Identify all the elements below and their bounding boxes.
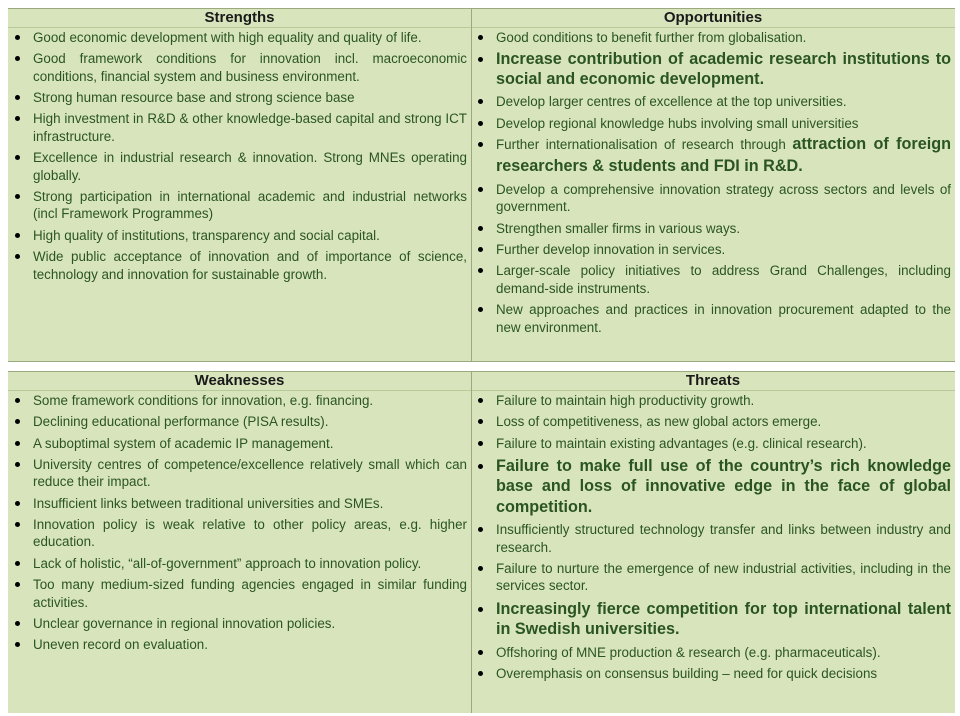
- list-item: Lack of holistic, “all-of-government” approach to innovation policy.: [8, 555, 471, 573]
- list-item: Develop regional knowledge hubs involving small universities: [471, 115, 955, 133]
- weaknesses-quadrant: [8, 371, 471, 713]
- list-item: Loss of competitiveness, as new global actors emerge.: [471, 413, 955, 431]
- list-item: Offshoring of MNE production & research (e.g. pharmaceuticals).: [471, 644, 955, 662]
- bullet-icon: [478, 527, 483, 532]
- bullet-icon: [15, 419, 20, 424]
- list-item: Increase contribution of academic research institutions to social and economic development.: [471, 49, 955, 90]
- bullet-icon: [478, 57, 483, 62]
- list-item: Good framework conditions for innovation incl. macroeconomic conditions, financial system and business environment.: [8, 50, 471, 85]
- list-item: Wide public acceptance of innovation and of importance of science, technology and innovation for sustainable growth.: [8, 248, 471, 283]
- list-item: Good conditions to benefit further from globalisation.: [471, 29, 955, 47]
- list-item: Insufficiently structured technology transfer and links between industry and research.: [471, 521, 955, 556]
- bullet-icon: [478, 398, 483, 403]
- list-item: Further internationalisation of research through attraction of foreign researchers & students and FDI in R&D.: [471, 134, 955, 177]
- list-item: Unclear governance in regional innovation policies.: [8, 615, 471, 633]
- weaknesses-title: Weaknesses: [8, 371, 471, 391]
- list-item: Develop larger centres of excellence at the top universities.: [471, 93, 955, 111]
- bullet-icon: [15, 233, 20, 238]
- bullet-icon: [478, 268, 483, 273]
- bullet-icon: [15, 621, 20, 626]
- bullet-icon: [478, 671, 483, 676]
- list-item: Good economic development with high equality and quality of life.: [8, 29, 471, 47]
- bullet-icon: [478, 121, 483, 126]
- strengths-list: [8, 29, 471, 283]
- bullet-icon: [478, 187, 483, 192]
- list-item: Failure to make full use of the country’s rich knowledge base and loss of innovative edge in the face of global competition.: [471, 456, 955, 518]
- bullet-icon: [478, 307, 483, 312]
- bullet-icon: [15, 56, 20, 61]
- list-item: A suboptimal system of academic IP management.: [8, 435, 471, 453]
- bullet-icon: [15, 254, 20, 259]
- list-item: High quality of institutions, transparency and social capital.: [8, 227, 471, 245]
- list-item: Overemphasis on consensus building – need for quick decisions: [471, 665, 955, 683]
- bullet-icon: [478, 419, 483, 424]
- list-item: New approaches and practices in innovation procurement adapted to the new environment.: [471, 301, 955, 336]
- bullet-icon: [478, 441, 483, 446]
- opportunities-quadrant: [471, 8, 955, 362]
- bullet-icon: [15, 522, 20, 527]
- bullet-icon: [15, 582, 20, 587]
- list-item: Failure to nurture the emergence of new industrial activities, including in the services sector.: [471, 560, 955, 595]
- threats-title: Threats: [471, 371, 955, 391]
- bullet-icon: [15, 441, 20, 446]
- bullet-icon: [478, 142, 483, 147]
- list-item: University centres of competence/excellence relatively small which can reduce their impact.: [8, 456, 471, 491]
- bullet-icon: [478, 566, 483, 571]
- bullet-icon: [15, 194, 20, 199]
- list-item: Develop a comprehensive innovation strategy across sectors and levels of government.: [471, 181, 955, 216]
- column-divider-bottom: [471, 371, 472, 713]
- bullet-icon: [15, 398, 20, 403]
- weaknesses-list: [8, 392, 471, 654]
- bottom-border-upper: [8, 361, 955, 362]
- list-item: Larger-scale policy initiatives to address Grand Challenges, including demand-side instruments.: [471, 262, 955, 297]
- bullet-icon: [478, 464, 483, 469]
- list-item: Strong human resource base and strong science base: [8, 89, 471, 107]
- top-border-lower: [8, 371, 955, 372]
- list-item: Some framework conditions for innovation, e.g. financing.: [8, 392, 471, 410]
- bullet-icon: [478, 650, 483, 655]
- bullet-icon: [15, 462, 20, 467]
- list-item: Too many medium-sized funding agencies engaged in similar funding activities.: [8, 576, 471, 611]
- list-item: Innovation policy is weak relative to other policy areas, e.g. higher education.: [8, 516, 471, 551]
- threats-list: [471, 392, 955, 682]
- bullet-icon: [478, 247, 483, 252]
- bullet-icon: [15, 642, 20, 647]
- list-item: High investment in R&D & other knowledge-based capital and strong ICT infrastructure.: [8, 110, 471, 145]
- strengths-quadrant: [8, 8, 471, 362]
- bullet-icon: [478, 99, 483, 104]
- list-item: Uneven record on evaluation.: [8, 636, 471, 654]
- bullet-icon: [15, 95, 20, 100]
- opportunities-list: [471, 29, 955, 336]
- bullet-icon: [478, 607, 483, 612]
- top-border-upper: [8, 8, 955, 9]
- list-item: Insufficient links between traditional universities and SMEs.: [8, 495, 471, 513]
- list-item: Excellence in industrial research & innovation. Strong MNEs operating globally.: [8, 149, 471, 184]
- strengths-title: Strengths: [8, 8, 471, 28]
- list-item: Declining educational performance (PISA results).: [8, 413, 471, 431]
- bullet-icon: [15, 561, 20, 566]
- bullet-icon: [478, 35, 483, 40]
- column-divider-top: [471, 8, 472, 362]
- threats-quadrant: [471, 371, 955, 713]
- bullet-icon: [15, 501, 20, 506]
- list-item: Further develop innovation in services.: [471, 241, 955, 259]
- bullet-icon: [15, 35, 20, 40]
- list-item: Failure to maintain existing advantages (e.g. clinical research).: [471, 435, 955, 453]
- list-item: Strengthen smaller firms in various ways.: [471, 220, 955, 238]
- bullet-icon: [15, 155, 20, 160]
- opportunities-title: Opportunities: [471, 8, 955, 28]
- bullet-icon: [478, 226, 483, 231]
- bullet-icon: [15, 116, 20, 121]
- list-item: Failure to maintain high productivity growth.: [471, 392, 955, 410]
- list-item: Strong participation in international academic and industrial networks (incl Framework Programmes): [8, 188, 471, 223]
- list-item: Increasingly fierce competition for top international talent in Swedish universities.: [471, 599, 955, 640]
